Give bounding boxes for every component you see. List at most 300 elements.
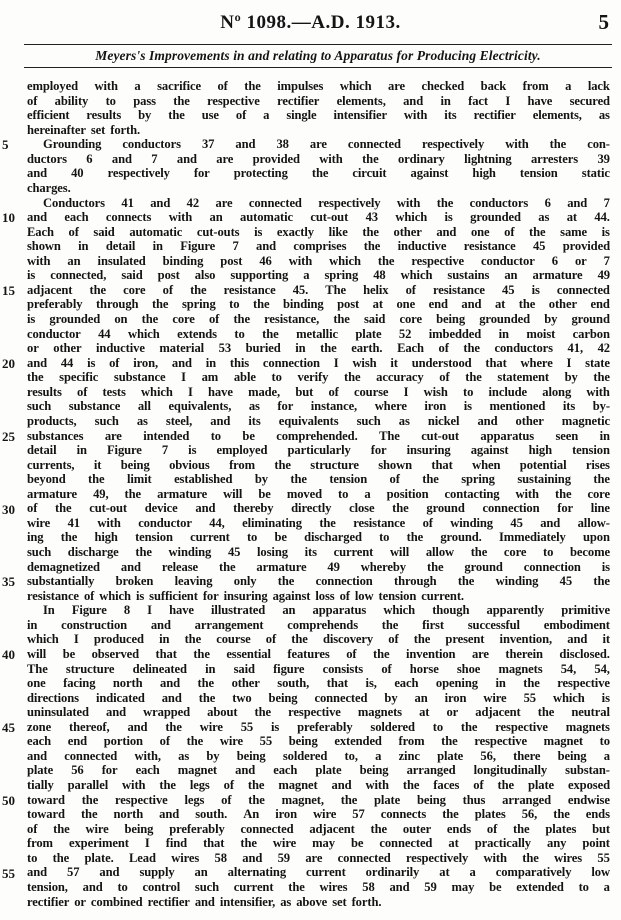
word: 52 bbox=[398, 326, 412, 341]
word: arranged bbox=[502, 792, 552, 807]
word: the bbox=[413, 632, 431, 647]
word: of bbox=[109, 355, 120, 370]
word: to bbox=[234, 326, 245, 341]
word: ground bbox=[464, 559, 503, 574]
word: close bbox=[349, 501, 375, 516]
word: other bbox=[393, 224, 422, 239]
word: the bbox=[254, 705, 272, 720]
word: at bbox=[419, 705, 430, 720]
word: sacrifice bbox=[157, 79, 201, 93]
word: with bbox=[27, 253, 51, 268]
text-line bbox=[27, 414, 610, 429]
word: the bbox=[184, 632, 202, 647]
word: core bbox=[172, 312, 195, 326]
word: are bbox=[215, 195, 233, 210]
word: adjacent bbox=[309, 821, 355, 836]
word: it bbox=[602, 632, 610, 647]
word: statement bbox=[497, 370, 549, 385]
word: the bbox=[441, 734, 458, 749]
patent-number-title: Nº 1098.—A.D. 1913. bbox=[220, 12, 401, 33]
word: with bbox=[122, 778, 146, 792]
word: tension bbox=[329, 472, 368, 487]
word: to bbox=[338, 486, 349, 501]
word: high bbox=[94, 530, 118, 545]
word: allow bbox=[425, 545, 455, 559]
word: are bbox=[305, 850, 323, 865]
word: currents, bbox=[27, 457, 75, 472]
word: I bbox=[147, 603, 152, 618]
word: in bbox=[76, 443, 87, 458]
word: being bbox=[268, 690, 298, 705]
word: one bbox=[27, 676, 46, 691]
word: insuring bbox=[223, 588, 268, 603]
word: and bbox=[540, 515, 561, 530]
word: by bbox=[564, 370, 578, 385]
word: 40 bbox=[71, 166, 84, 181]
word: one bbox=[396, 297, 416, 312]
word: 41 bbox=[67, 515, 80, 530]
word: grounded bbox=[479, 312, 530, 326]
word: end bbox=[428, 297, 448, 312]
word: metallic bbox=[296, 326, 338, 341]
word: being bbox=[288, 734, 318, 749]
word: plate bbox=[355, 326, 382, 341]
word: cut-out bbox=[310, 210, 349, 225]
word: legs bbox=[189, 778, 210, 792]
word: and bbox=[389, 879, 410, 894]
word: by bbox=[384, 690, 398, 705]
word: 53 bbox=[218, 341, 232, 356]
word: with bbox=[483, 850, 507, 865]
word: which bbox=[127, 326, 160, 341]
word: for bbox=[557, 501, 574, 516]
word: the bbox=[402, 778, 420, 792]
word: connection bbox=[315, 574, 373, 589]
word: shown bbox=[27, 239, 61, 254]
word: as bbox=[598, 108, 610, 123]
word: extended bbox=[516, 879, 564, 894]
word: the bbox=[593, 472, 610, 487]
word: horse bbox=[409, 661, 439, 676]
word: one bbox=[470, 224, 490, 239]
word: ing bbox=[27, 530, 44, 545]
word: understood bbox=[411, 355, 472, 370]
word: two bbox=[232, 690, 252, 705]
word: high bbox=[528, 443, 552, 458]
word: the bbox=[173, 93, 190, 108]
word: other bbox=[231, 676, 260, 691]
word: in bbox=[498, 326, 509, 341]
text-line bbox=[27, 895, 610, 910]
word: 44 bbox=[60, 355, 74, 370]
word: when bbox=[472, 457, 501, 472]
word: 44. bbox=[594, 210, 610, 225]
text-line bbox=[27, 720, 610, 735]
word: the bbox=[553, 807, 570, 822]
word: respectively bbox=[405, 850, 469, 865]
word: cut-out bbox=[89, 501, 127, 516]
word: 56 bbox=[71, 763, 84, 778]
word: be bbox=[350, 836, 364, 851]
text-line bbox=[27, 254, 610, 269]
word: potential bbox=[519, 457, 567, 472]
word: results bbox=[86, 108, 122, 123]
word: wrapped bbox=[143, 705, 191, 720]
word: there bbox=[513, 748, 541, 763]
word: through bbox=[394, 574, 437, 589]
word: to bbox=[105, 93, 116, 108]
word: binding bbox=[162, 253, 204, 268]
word: wire bbox=[219, 734, 243, 749]
word: for bbox=[277, 399, 294, 414]
word: in bbox=[599, 428, 610, 443]
text-line bbox=[27, 181, 610, 196]
word: and bbox=[159, 807, 180, 822]
word: iron, bbox=[133, 355, 159, 370]
word: 42 bbox=[597, 341, 610, 356]
word: rises bbox=[585, 457, 610, 472]
word: be bbox=[62, 646, 76, 661]
word: and bbox=[567, 632, 588, 647]
word: connects bbox=[105, 210, 152, 225]
text-line bbox=[27, 297, 610, 312]
word: nickel bbox=[427, 413, 460, 428]
word: as bbox=[398, 413, 410, 428]
word: low bbox=[354, 588, 374, 603]
word: with bbox=[365, 778, 389, 792]
word: particularly bbox=[287, 443, 351, 458]
word: tension bbox=[519, 166, 558, 181]
word: the bbox=[247, 778, 265, 792]
word: instance, bbox=[310, 399, 358, 414]
word: 57 bbox=[67, 865, 80, 880]
word: back bbox=[480, 79, 507, 93]
word: by bbox=[138, 108, 152, 123]
word: set bbox=[90, 122, 106, 137]
word: sustains bbox=[447, 268, 490, 283]
word: only bbox=[233, 574, 257, 589]
word: of bbox=[265, 632, 277, 647]
word: uninsulated bbox=[27, 705, 89, 720]
word: of bbox=[77, 384, 88, 399]
word: wire bbox=[199, 719, 223, 734]
word: said bbox=[93, 224, 115, 239]
word: and bbox=[195, 501, 216, 516]
word: and bbox=[127, 719, 148, 734]
word: respectively bbox=[318, 195, 381, 210]
word: iron bbox=[275, 807, 297, 822]
word: discovery bbox=[322, 632, 374, 647]
word: primitive bbox=[561, 603, 610, 618]
word: lack bbox=[587, 79, 610, 93]
text-line bbox=[27, 137, 610, 152]
word: winding bbox=[168, 545, 212, 559]
word: practically bbox=[474, 836, 531, 851]
word: by- bbox=[592, 399, 610, 414]
word: or bbox=[27, 341, 39, 356]
word: wires bbox=[171, 850, 200, 865]
word: said bbox=[121, 268, 143, 283]
word: sufficient bbox=[149, 588, 198, 603]
margin-line-number: 50 bbox=[2, 792, 15, 808]
word: embodiment bbox=[543, 617, 610, 632]
word: and bbox=[194, 894, 215, 909]
word: to bbox=[432, 719, 444, 734]
word: south. bbox=[195, 807, 228, 822]
word: structure bbox=[310, 457, 359, 472]
word: invention bbox=[405, 646, 456, 661]
word: its bbox=[444, 108, 457, 123]
word: have bbox=[527, 93, 553, 108]
word: Figure bbox=[71, 603, 107, 618]
word: 44 bbox=[98, 326, 111, 341]
word: connects bbox=[380, 807, 427, 822]
word: respective bbox=[115, 792, 168, 807]
word: and bbox=[27, 355, 48, 370]
word: magnet bbox=[543, 734, 583, 749]
word: the bbox=[190, 282, 207, 297]
word: the bbox=[290, 472, 307, 487]
word: structure bbox=[65, 661, 115, 676]
word: the bbox=[135, 545, 152, 559]
word: wire bbox=[85, 821, 109, 836]
word: connected bbox=[337, 850, 391, 865]
word: 49, bbox=[93, 486, 109, 501]
word: winding bbox=[450, 515, 493, 530]
word: post bbox=[220, 253, 243, 268]
word: the bbox=[426, 559, 444, 574]
word: of bbox=[217, 79, 228, 93]
word: connected bbox=[240, 821, 294, 836]
word: with, bbox=[134, 748, 161, 763]
word: circuit bbox=[352, 166, 387, 181]
word: such bbox=[194, 879, 219, 894]
word: 58 bbox=[214, 850, 227, 865]
word: or bbox=[574, 253, 587, 268]
word: as bbox=[538, 210, 550, 225]
word: 38 bbox=[276, 137, 289, 152]
margin-line-number: 40 bbox=[2, 647, 15, 663]
word: hereinafter bbox=[27, 122, 86, 137]
word: will bbox=[389, 545, 410, 559]
word: An bbox=[243, 807, 260, 822]
word: same bbox=[560, 224, 588, 239]
word: the bbox=[320, 341, 337, 356]
word: Conductors bbox=[43, 195, 105, 210]
word: to bbox=[229, 297, 240, 312]
word: in bbox=[78, 239, 89, 254]
word: discharge bbox=[67, 545, 119, 559]
word: ductors bbox=[27, 151, 67, 166]
word: be bbox=[489, 879, 502, 894]
text-line bbox=[27, 691, 610, 706]
word: its bbox=[304, 545, 317, 559]
word: the bbox=[168, 108, 185, 123]
word: fact bbox=[468, 93, 488, 108]
word: said bbox=[364, 312, 386, 326]
word: any bbox=[547, 836, 567, 851]
word: toward bbox=[27, 792, 65, 807]
word: the bbox=[529, 224, 546, 239]
word: of bbox=[439, 370, 450, 385]
text-line bbox=[27, 793, 610, 808]
word: Each bbox=[397, 341, 424, 356]
word: on bbox=[114, 312, 128, 326]
word: the bbox=[362, 151, 379, 166]
word: a bbox=[565, 79, 572, 93]
word: 45 bbox=[510, 515, 523, 530]
text-line bbox=[27, 603, 610, 618]
word: able bbox=[233, 370, 256, 385]
word: ground. bbox=[440, 530, 482, 545]
word: detail bbox=[105, 239, 136, 254]
text-line bbox=[27, 487, 610, 502]
word: equivalents bbox=[278, 413, 339, 428]
word: the bbox=[522, 850, 539, 865]
word: 43 bbox=[365, 210, 378, 225]
word: with bbox=[94, 79, 118, 93]
word: grounded bbox=[470, 210, 521, 225]
word: wires bbox=[554, 850, 583, 865]
word: tension bbox=[378, 588, 417, 603]
word: preferably bbox=[27, 297, 83, 312]
word: exactly bbox=[276, 224, 314, 239]
word: 7 bbox=[161, 443, 169, 458]
text-line bbox=[27, 443, 610, 458]
word: and bbox=[461, 297, 482, 312]
word: such bbox=[356, 413, 381, 428]
word: of bbox=[27, 821, 38, 836]
text-line bbox=[27, 822, 610, 837]
word: magnets bbox=[357, 705, 402, 720]
word: the bbox=[53, 821, 70, 836]
word: armature bbox=[157, 486, 208, 501]
word: results bbox=[27, 384, 62, 399]
word: soldered bbox=[370, 719, 415, 734]
word: resistance bbox=[353, 515, 406, 530]
word: the bbox=[513, 821, 530, 836]
word: legs bbox=[184, 792, 205, 807]
word: the bbox=[372, 646, 390, 661]
word: and bbox=[477, 413, 498, 428]
word: connection bbox=[482, 501, 540, 516]
word: to bbox=[543, 545, 554, 559]
word: arresters bbox=[530, 151, 579, 166]
word: which bbox=[99, 588, 131, 603]
word: a bbox=[263, 108, 270, 123]
word: the bbox=[60, 530, 78, 545]
word: outer bbox=[402, 821, 432, 836]
text-line bbox=[27, 662, 610, 677]
word: its bbox=[248, 413, 261, 428]
word: faces bbox=[433, 778, 460, 792]
word: substances bbox=[27, 428, 84, 443]
word: with bbox=[168, 210, 193, 225]
word: directions bbox=[27, 690, 79, 705]
text-line bbox=[27, 225, 610, 240]
word: are bbox=[471, 646, 489, 661]
word: of bbox=[504, 224, 515, 239]
word: connected, bbox=[50, 268, 107, 283]
word: position bbox=[386, 486, 429, 501]
word: provided bbox=[562, 239, 610, 254]
word: the bbox=[252, 297, 270, 312]
text-line bbox=[27, 647, 610, 662]
margin-line-number: 15 bbox=[2, 282, 15, 298]
word: post bbox=[337, 297, 360, 312]
word: the bbox=[470, 545, 488, 559]
text-line bbox=[27, 341, 610, 356]
word: is bbox=[135, 588, 145, 603]
word: facing bbox=[63, 676, 96, 691]
margin-line-number: 20 bbox=[2, 355, 15, 371]
word: 41 bbox=[121, 195, 134, 210]
word: 55 bbox=[259, 734, 273, 749]
word: helix bbox=[363, 282, 389, 297]
word: adjacent bbox=[475, 705, 521, 720]
word: 45 bbox=[227, 545, 241, 559]
word: post bbox=[157, 268, 180, 283]
word: all bbox=[137, 399, 151, 414]
word: ordinarily bbox=[365, 865, 420, 880]
word: which bbox=[383, 603, 416, 618]
word: and bbox=[82, 879, 103, 894]
word: become bbox=[570, 545, 610, 559]
word: rectifier bbox=[473, 108, 516, 123]
text-line bbox=[27, 880, 610, 895]
word: and bbox=[176, 151, 197, 166]
word: rectifier bbox=[147, 894, 190, 909]
word: broken bbox=[115, 574, 154, 589]
word: which bbox=[27, 632, 59, 647]
word: and bbox=[106, 705, 127, 720]
word: am bbox=[201, 370, 219, 385]
word: employed bbox=[27, 79, 78, 93]
word: in bbox=[27, 617, 38, 632]
word: whereby bbox=[360, 559, 407, 574]
word: the bbox=[537, 705, 555, 720]
word: carbon bbox=[572, 326, 610, 341]
text-line bbox=[27, 399, 610, 414]
word: the bbox=[457, 574, 475, 589]
word: other bbox=[53, 341, 82, 356]
word: consists bbox=[322, 661, 364, 676]
word: zone bbox=[27, 719, 52, 734]
word: apparently bbox=[486, 603, 545, 618]
word: I bbox=[403, 384, 409, 399]
word: comprehended. bbox=[276, 428, 358, 443]
word: contacting bbox=[444, 486, 500, 501]
word: provided bbox=[252, 151, 300, 166]
word: spring bbox=[324, 268, 359, 283]
word: The bbox=[379, 428, 400, 443]
word: other bbox=[548, 297, 577, 312]
word: 8 bbox=[123, 603, 131, 618]
word: where bbox=[374, 399, 407, 414]
word: like bbox=[328, 224, 348, 239]
word: 7 bbox=[151, 151, 158, 166]
word: made, bbox=[248, 384, 281, 399]
word: shown bbox=[378, 457, 413, 472]
word: being bbox=[359, 763, 389, 778]
word: the bbox=[248, 792, 265, 807]
text-line bbox=[27, 851, 610, 866]
word: high bbox=[472, 166, 496, 181]
word: to bbox=[463, 384, 474, 399]
word: the bbox=[124, 486, 142, 501]
word: that bbox=[485, 355, 507, 370]
word: of bbox=[68, 224, 79, 239]
